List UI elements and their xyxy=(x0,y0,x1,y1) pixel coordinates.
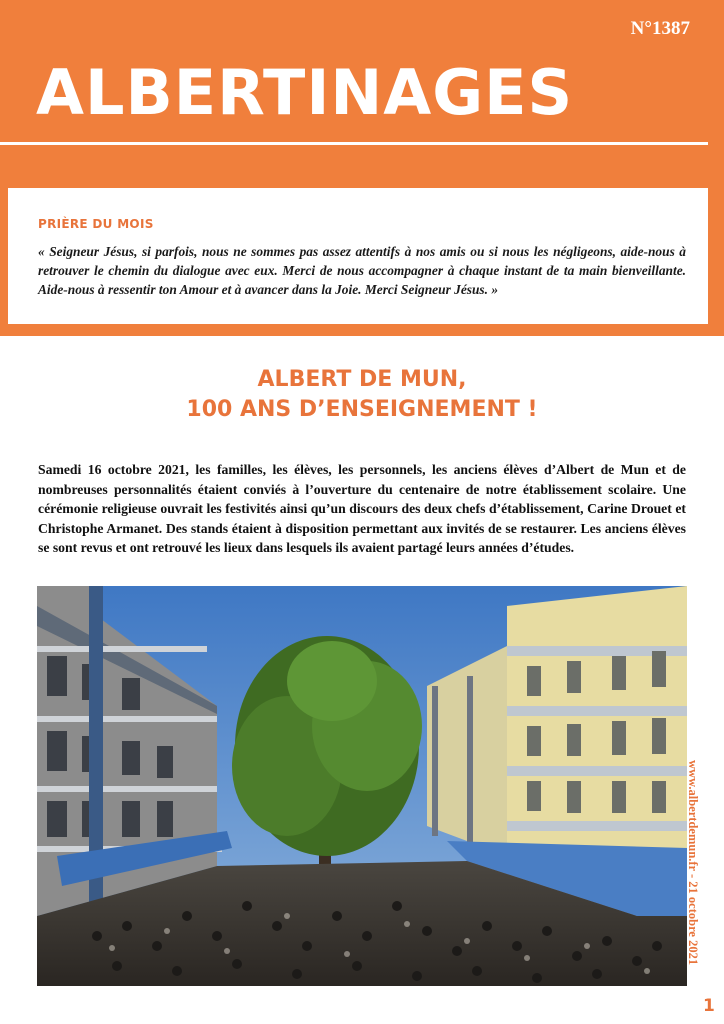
courtyard-photo xyxy=(37,586,687,986)
right-margin xyxy=(708,336,724,1024)
frame-bottom-border xyxy=(0,324,724,336)
issue-number: N°1387 xyxy=(630,18,690,39)
newsletter-title: ALBERTINAGES xyxy=(36,56,574,129)
headline-line-1: ALBERT DE MUN, xyxy=(257,367,467,392)
page-number: 1 xyxy=(703,996,715,1016)
website-date-caption: www.albertdemun.fr - 21 octobre 2021 xyxy=(686,760,700,966)
article-headline xyxy=(0,365,724,425)
frame-left-border xyxy=(0,188,8,336)
masthead-divider xyxy=(0,142,708,145)
prayer-heading: PRIÈRE DU MOIS xyxy=(38,217,154,231)
headline-line-2: 100 ANS D’ENSEIGNEMENT ! xyxy=(186,397,538,422)
prayer-text: « Seigneur Jésus, si parfois, nous ne sommes pas assez attentifs à nos amis ou si nous les négligeons, aide-nous à retrouver le chemin du dialogue avec eux. Merci de nous accompagner à chaque instant de ta main bienveillante. Aide-nous à ressentir ton Amour et à avancer dans la Joie. Merci Seigneur Jésus. » xyxy=(38,244,686,297)
masthead-banner xyxy=(0,0,724,188)
article-body: Samedi 16 octobre 2021, les familles, les élèves, les personnels, les anciens élèves d’Albert de Mun et de nombreuses personnalités étaient conviés à l’ouverture du centenaire de notre établissement scolaire. Une cérémonie religieuse ouvrait les festivités ainsi qu’un discours des deux chefs d’établissement, Carine Drouet et Christophe Armanet. Des stands étaient à disposition permettant aux invités de se restaurer. Les anciens élèves se sont revus et ont retrouvé les lieux dans lesquels ils avaient partagé leurs années d’études. xyxy=(38,462,686,556)
frame-right-border xyxy=(708,188,724,324)
